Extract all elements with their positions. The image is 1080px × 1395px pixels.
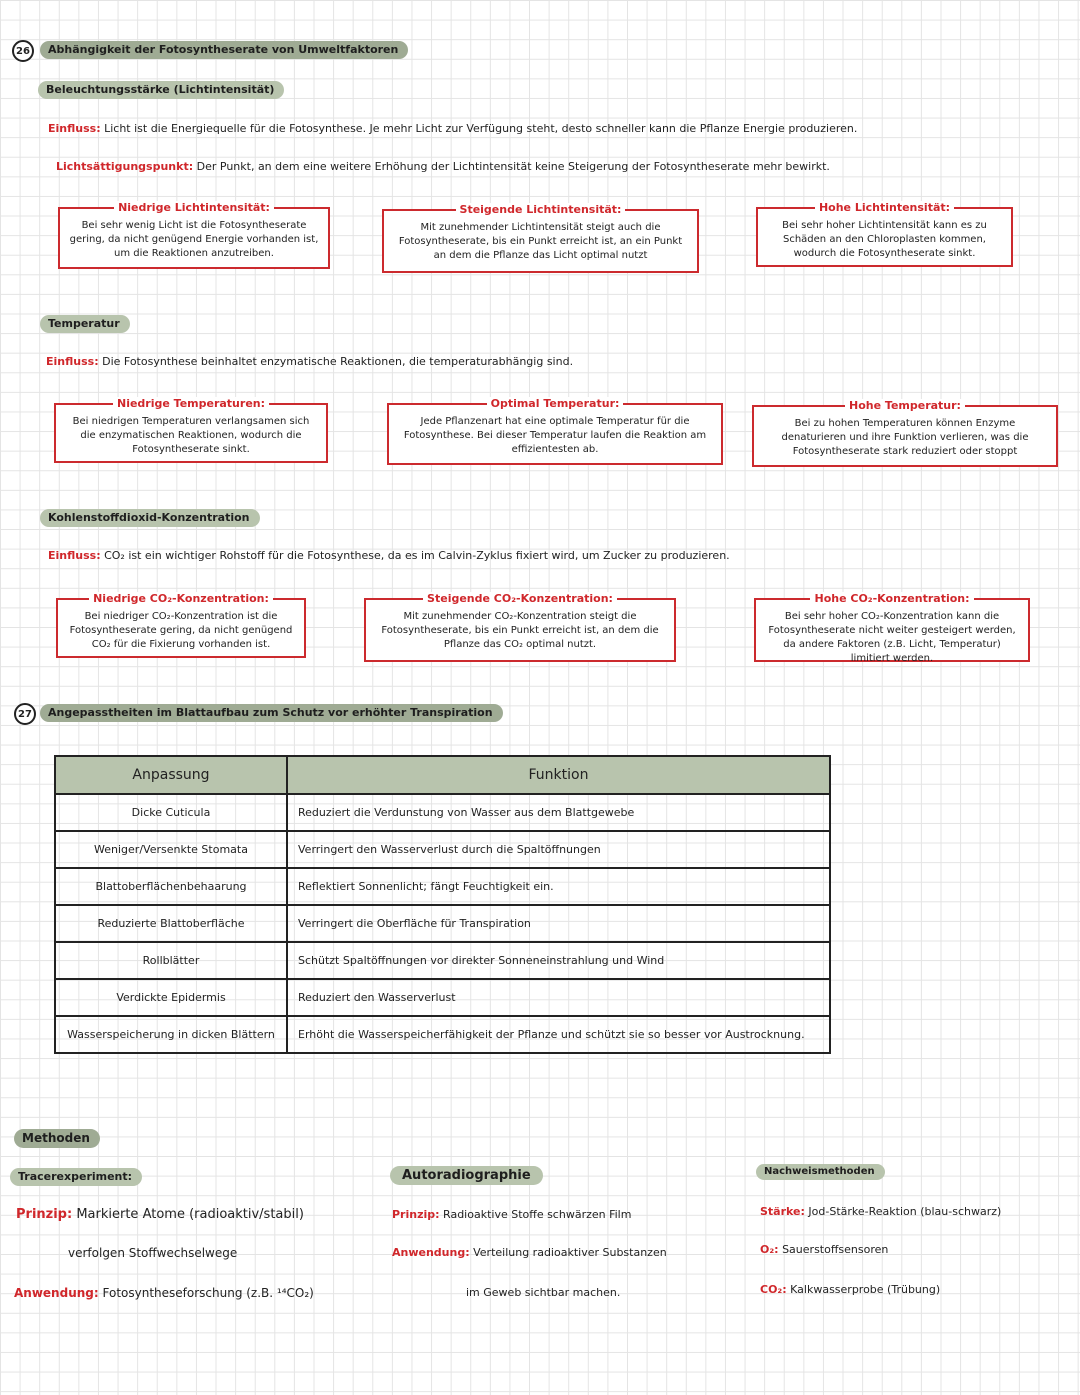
section-title-26: Abhängigkeit der Fotosyntheserate von Umweltfaktoren <box>40 41 408 59</box>
co2-box-rising <box>364 592 676 662</box>
table-cell-adaptation: Weniger/Versenkte Stomata <box>55 831 287 868</box>
table-cell-function: Reduziert die Verdunstung von Wasser aus dem Blattgewebe <box>287 794 830 831</box>
autoradio-principle-text: Radioaktive Stoffe schwärzen Film <box>443 1208 632 1221</box>
co2-box-rising-title: Steigende CO₂-Konzentration: <box>423 592 617 605</box>
table-cell-function: Erhöht die Wasserspeicherfähigkeit der Pflanze und schützt sie so besser vor Austrocknung. <box>287 1016 830 1053</box>
detection-item-label: Stärke: <box>760 1205 805 1218</box>
detection-item-text: Sauerstoffsensoren <box>782 1243 889 1256</box>
co2-box-rising-text: Mit zunehmender CO₂-Konzentration steigt die Fotosyntheserate, bis ein Punkt erreicht ist, an dem die Pflanze das CO₂ optimal nutzt. <box>381 611 659 650</box>
co2-influence <box>48 549 730 562</box>
co2-box-low <box>56 592 306 658</box>
table-row <box>55 794 830 831</box>
tracer-principle-label: Prinzip: <box>16 1207 73 1222</box>
autoradio-use-label: Anwendung: <box>392 1246 470 1259</box>
detection-heading: Nachweismethoden <box>756 1164 885 1180</box>
temperature-box-low <box>54 397 328 463</box>
temperature-box-high <box>752 399 1058 467</box>
tracer-principle <box>16 1207 304 1222</box>
temperature-box-optimal-title: Optimal Temperatur: <box>487 397 624 410</box>
section-title-27: Angepasstheiten im Blattaufbau zum Schutz vor erhöhter Transpiration <box>40 704 503 722</box>
table-cell-function: Reduziert den Wasserverlust <box>287 979 830 1016</box>
co2-influence-label: Einfluss: <box>48 549 101 562</box>
temperature-box-high-title: Hohe Temperatur: <box>845 399 965 412</box>
table-cell-function: Verringert die Oberfläche für Transpiration <box>287 905 830 942</box>
tracer-use-label: Anwendung: <box>14 1286 99 1300</box>
co2-box-high-text: Bei sehr hoher CO₂-Konzentration kann die Fotosyntheserate nicht weiter gesteigert werden, da andere Faktoren (z.B. Licht, Temperatur) limitiert werden. <box>768 611 1016 664</box>
table-cell-adaptation: Wasserspeicherung in dicken Blättern <box>55 1016 287 1053</box>
detection-item-text: Kalkwasserprobe (Trübung) <box>790 1283 941 1296</box>
light-box-rising <box>382 203 699 273</box>
autoradio-use-line2: im Geweb sichtbar machen. <box>466 1286 621 1299</box>
light-saturation <box>56 160 830 173</box>
table-row <box>55 1016 830 1053</box>
table-cell-adaptation: Blattoberflächenbehaarung <box>55 868 287 905</box>
detection-item <box>760 1243 888 1256</box>
section-number-26: 26 <box>12 40 34 62</box>
temperature-box-low-title: Niedrige Temperaturen: <box>113 397 269 410</box>
co2-box-low-title: Niedrige CO₂-Konzentration: <box>89 592 273 605</box>
tracer-heading: Tracerexperiment: <box>10 1168 142 1186</box>
light-influence <box>48 122 857 135</box>
light-box-low-text: Bei sehr wenig Licht ist die Fotosyntheserate gering, da nicht genügend Energie vorhanden ist, um die Reaktionen anzutreiben. <box>69 220 319 259</box>
detection-item-label: CO₂: <box>760 1283 787 1296</box>
detection-item <box>760 1205 1001 1218</box>
table-cell-adaptation: Dicke Cuticula <box>55 794 287 831</box>
table-cell-adaptation: Rollblätter <box>55 942 287 979</box>
detection-item-label: O₂: <box>760 1243 779 1256</box>
autoradio-use <box>392 1246 667 1259</box>
tracer-use <box>14 1286 314 1300</box>
table-header-adaptation: Anpassung <box>55 756 287 794</box>
light-box-high-title: Hohe Lichtintensität: <box>815 201 954 214</box>
table-header-row <box>55 756 830 794</box>
light-influence-text: Licht ist die Energiequelle für die Fotosynthese. Je mehr Licht zur Verfügung steht, desto schneller kann die Pflanze Energie produzieren. <box>104 122 858 135</box>
temperature-box-optimal <box>387 397 723 465</box>
autoradio-use-line1: Verteilung radioaktiver Substanzen <box>473 1246 667 1259</box>
table-cell-adaptation: Reduzierte Blattoberfläche <box>55 905 287 942</box>
adaptation-table <box>54 755 831 1054</box>
light-box-high-text: Bei sehr hoher Lichtintensität kann es zu Schäden an den Chloroplasten kommen, wodurch die Fotosyntheserate sinkt. <box>782 220 987 259</box>
table-cell-adaptation: Verdickte Epidermis <box>55 979 287 1016</box>
tracer-principle-line2: verfolgen Stoffwechselwege <box>68 1246 238 1260</box>
temperature-heading: Temperatur <box>40 315 130 333</box>
table-cell-function: Reflektiert Sonnenlicht; fängt Feuchtigkeit ein. <box>287 868 830 905</box>
co2-heading: Kohlenstoffdioxid-Konzentration <box>40 509 260 527</box>
section-number-27: 27 <box>14 703 36 725</box>
temperature-influence-text: Die Fotosynthese beinhaltet enzymatische Reaktionen, die temperaturabhängig sind. <box>102 355 574 368</box>
light-box-high <box>756 201 1013 267</box>
autoradio-heading: Autoradiographie <box>390 1166 543 1185</box>
autoradio-principle-label: Prinzip: <box>392 1208 440 1221</box>
light-influence-label: Einfluss: <box>48 122 101 135</box>
light-box-rising-title: Steigende Lichtintensität: <box>456 203 626 216</box>
methods-heading: Methoden <box>14 1129 100 1148</box>
table-cell-function: Schützt Spaltöffnungen vor direkter Sonneneinstrahlung und Wind <box>287 942 830 979</box>
table-row <box>55 831 830 868</box>
table-row <box>55 905 830 942</box>
temperature-influence-label: Einfluss: <box>46 355 99 368</box>
co2-box-high <box>754 592 1030 664</box>
temperature-box-low-text: Bei niedrigen Temperaturen verlangsamen sich die enzymatischen Reaktionen, wodurch die Fotosyntheserate sinkt. <box>72 416 310 455</box>
co2-box-high-title: Hohe CO₂-Konzentration: <box>810 592 973 605</box>
table-header-function: Funktion <box>287 756 830 794</box>
co2-box-low-text: Bei niedriger CO₂-Konzentration ist die Fotosyntheserate gering, da nicht genügend CO₂ für die Fixierung vorhanden ist. <box>69 611 293 650</box>
temperature-box-optimal-text: Jede Pflanzenart hat eine optimale Temperatur für die Fotosynthese. Bei dieser Temperatur laufen die Reaktion am effizientesten ab. <box>403 416 707 455</box>
co2-influence-text: CO₂ ist ein wichtiger Rohstoff für die Fotosynthese, da es im Calvin-Zyklus fixiert wird, um Zucker zu produzieren. <box>104 549 730 562</box>
light-box-low-title: Niedrige Lichtintensität: <box>114 201 274 214</box>
table-cell-function: Verringert den Wasserverlust durch die Spaltöffnungen <box>287 831 830 868</box>
tracer-principle-line1: Markierte Atome (radioaktiv/stabil) <box>76 1207 304 1222</box>
table-row <box>55 979 830 1016</box>
temperature-influence <box>46 355 573 368</box>
temperature-box-high-text: Bei zu hohen Temperaturen können Enzyme denaturieren und ihre Funktion verlieren, was die Fotosyntheserate stark reduziert oder stoppt <box>781 418 1029 457</box>
tracer-use-text: Fotosyntheseforschung (z.B. ¹⁴CO₂) <box>102 1286 314 1300</box>
light-box-rising-text: Mit zunehmender Lichtintensität steigt auch die Fotosyntheserate, bis ein Punkt erreicht ist, an ein Punkt an dem die Pflanze das Licht optimal nutzt <box>398 222 683 261</box>
autoradio-principle <box>392 1208 631 1221</box>
table-row <box>55 942 830 979</box>
detection-item <box>760 1283 940 1296</box>
light-box-low <box>58 201 330 269</box>
light-saturation-text: Der Punkt, an dem eine weitere Erhöhung der Lichtintensität keine Steigerung der Fotosyntheserate mehr bewirkt. <box>196 160 830 173</box>
detection-item-text: Jod-Stärke-Reaktion (blau-schwarz) <box>808 1205 1002 1218</box>
light-heading: Beleuchtungsstärke (Lichtintensität) <box>38 81 284 99</box>
table-row <box>55 868 830 905</box>
light-saturation-label: Lichtsättigungspunkt: <box>56 160 194 173</box>
